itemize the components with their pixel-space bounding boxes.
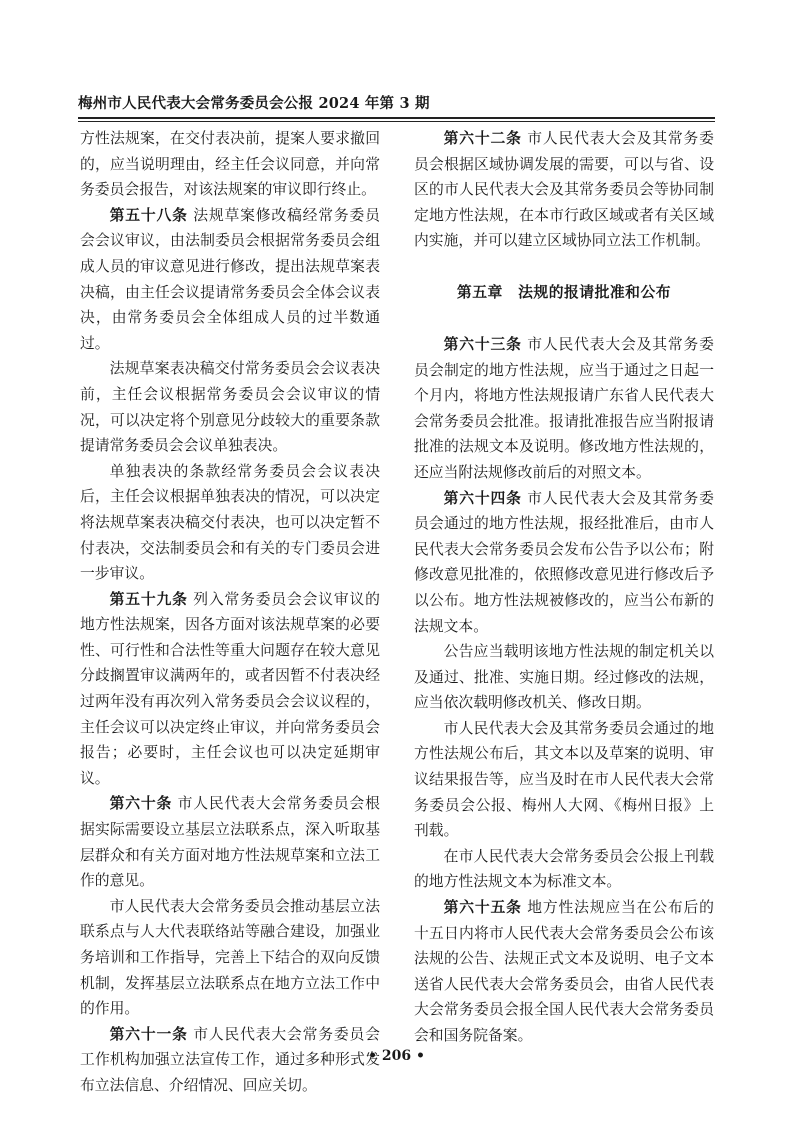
article-number: 第六十三条 [443, 335, 522, 353]
paragraph-text: 公告应当载明该地方性法规的制定机关以及通过、批准、实施日期。经过修改的法规，应当依次载明修改机关、修改日期。 [414, 643, 714, 712]
paragraph-text: 市人民代表大会常务委员会根据实际需要设立基层立法联系点，深入听取基层群众和有关方面对地方性法规草案和立法工作的意见。 [80, 795, 380, 890]
article-60 [80, 791, 380, 893]
paragraph [414, 639, 714, 716]
paragraph [80, 894, 380, 1022]
article-number: 第六十四条 [443, 489, 522, 507]
chapter-title: 第五章 法规的报请批准和公布 [456, 283, 672, 301]
paragraph-text: 方性法规案，在交付表决前，提案人要求撤回的，应当说明理由，经主任会议同意，并向常务委员会报告，对该法规案的审议即行终止。 [80, 130, 380, 199]
article-number: 第六十条 [109, 795, 173, 813]
article-65 [414, 895, 714, 1049]
article-number: 第五十九条 [109, 590, 188, 608]
article-number: 第六十一条 [109, 1025, 188, 1043]
paragraph [414, 716, 714, 844]
bulletin-header: 梅州市人民代表大会常务委员会公报 2024 年第 3 期 [78, 95, 430, 112]
paragraph [80, 356, 380, 458]
paragraph-text: 地方性法规应当在公布后的十五日内将市人民代表大会常务委员会公布该法规的公告、法规正式文本及说明、电子文本送省人民代表大会常务委员会，由省人民代表大会常务委员会报全国人民代表大会常务委员会和国务院备案。 [414, 899, 714, 1044]
right-column [414, 126, 714, 1049]
paragraph-text: 单独表决的条款经常务委员会会议表决后，主任会议根据单独表决的情况，可以决定将法规草案表决稿交付表决，也可以决定暂不付表决，交法制委员会和有关的专门委员会进一步审议。 [80, 462, 380, 583]
article-58 [80, 203, 380, 357]
article-64 [414, 486, 714, 640]
header-rule-thick [78, 117, 715, 119]
article-number: 第六十二条 [443, 130, 522, 147]
paragraph [414, 844, 714, 895]
article-62 [414, 126, 714, 254]
left-column [80, 126, 380, 1099]
paragraph-continuation [80, 126, 380, 203]
article-number: 第五十八条 [109, 206, 188, 224]
article-59 [80, 587, 380, 792]
paragraph-text: 市人民代表大会及其常务委员会制定的地方性法规，应当于通过之日起一个月内，将地方性法规报请广东省人民代表大会常务委员会批准。报请批准报告应当附报请批准的法规文本及说明。修改地方性法规的，还应当附法规修改前后的对照文本。 [414, 335, 714, 481]
paragraph-text: 列入常务委员会会议审议的地方性法规案，因各方面对该法规草案的必要性、可行性和合法性等重大问题存在较大意见分歧搁置审议满两年的，或者因暂不付表决经过两年没有再次列入常务委员会会议议程的，主任会议可以决定终止审议，并向常务委员会报告；必要时，主任会议也可以决定延期审议。 [80, 590, 380, 787]
article-number: 第六十五条 [443, 899, 522, 917]
paragraph-text: 市人民代表大会及其常务委员会根据区域协调发展的需要，可以与省、设区的市人民代表大会及其常务委员会等协同制定地方性法规，在本市行政区域或者有关区域内实施，并可以建立区域协同立法工作机制。 [414, 130, 714, 250]
paragraph [80, 459, 380, 587]
paragraph-text: 市人民代表大会常务委员会工作机构加强立法宣传工作，通过多种形式发布立法信息、介绍情况、回应关切。 [80, 1025, 380, 1094]
paragraph-text: 法规草案修改稿经常务委员会会议审议，由法制委员会根据常务委员会组成人员的审议意见进行修改，提出法规草案表决稿，由主任会议提请常务委员会全体会议表决，由常务委员会全体组成人员的过半数通过。 [80, 206, 380, 352]
paragraph-text: 法规草案表决稿交付常务委员会会议表决前，主任会议根据常务委员会会议审议的情况，可以决定将个别意见分歧较大的重要条款提请常务委员会会议单独表决。 [80, 360, 380, 455]
paragraph-text: 市人民代表大会常务委员会推动基层立法联系点与人大代表联络站等融合建设，加强业务培训和工作指导，完善上下结合的双向反馈机制，发挥基层立法联系点在地方立法工作中的作用。 [80, 897, 380, 1018]
paragraph-text: 市人民代表大会及其常务委员会通过的地方性法规公布后，其文本以及草案的说明、审议结果报告等，应当及时在市人民代表大会常务委员会公报、梅州人大网、《梅州日报》上刊载。 [414, 719, 714, 840]
paragraph-text: 在市人民代表大会常务委员会公报上刊载的地方性法规文本为标准文本。 [414, 847, 714, 891]
article-63 [414, 332, 714, 486]
paragraph-text: 市人民代表大会及其常务委员会通过的地方性法规，报经批准后，由市人民代表大会常务委员会发布公告予以公布；附修改意见批准的，依照修改意见进行修改后予以公布。地方性法规被修改的，应当公布新的法规文本。 [414, 489, 714, 635]
page-number: • 206 • [368, 1048, 425, 1064]
header-rule-thin [78, 121, 715, 122]
